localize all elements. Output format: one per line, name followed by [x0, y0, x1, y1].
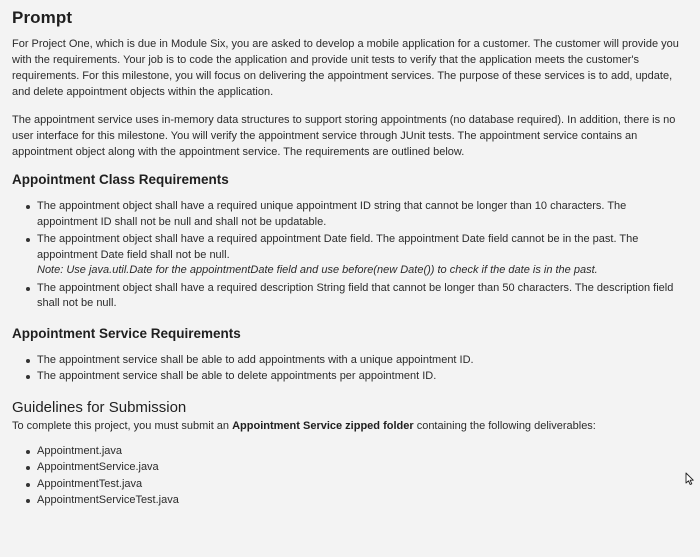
guidelines-intro-before: To complete this project, you must submit an: [12, 419, 233, 432]
list-item: [26, 353, 688, 369]
deliverables-list: [12, 444, 688, 509]
guidelines-intro-after: containing the following deliverables:: [413, 419, 596, 432]
list-item-text: The appointment service shall be able to delete appointments per appointment ID.: [37, 370, 437, 382]
guidelines-intro-bold: Appointment Service zipped folder: [232, 419, 414, 432]
guidelines-heading: Guidelines for Submission: [12, 398, 187, 416]
bullet-icon: [26, 450, 30, 454]
bullet-icon: [26, 205, 30, 209]
service-requirements-heading: Appointment Service Requirements: [12, 325, 241, 341]
list-item: [26, 232, 688, 279]
bullet-icon: [26, 359, 30, 363]
list-item: [26, 477, 688, 493]
deliverable-file: AppointmentServiceTest.java: [37, 494, 179, 506]
guidelines-intro: [12, 418, 688, 434]
list-item: [26, 493, 688, 509]
bullet-icon: [26, 287, 30, 291]
list-item: [26, 199, 688, 230]
list-item-text: The appointment service shall be able to add appointments with a unique appointment ID.: [37, 353, 474, 366]
class-requirements-list: [12, 199, 688, 312]
service-paragraph: The appointment service uses in-memory data structures to support storing appointments (no database required). In addition, there is no user interface for this milestone. You will verify the appointment service through JUnit tests. The appointment service contains an appointment object along with the appointment service. The requirements are outlined below.: [12, 114, 676, 158]
list-item: [26, 369, 688, 385]
intro-paragraph: For Project One, which is due in Module Six, you are asked to develop a mobile application for a customer. The customer will provide you with the requirements. Your job is to code the application and provide unit tests to verify that the application meets the customer's requirements. For this milestone, you will focus on delivering the appointment services. The purpose of these services is to add, update, and delete appointment objects within the application.: [12, 38, 679, 98]
list-item: [26, 281, 688, 312]
deliverable-file: Appointment.java: [37, 444, 122, 457]
bullet-icon: [26, 238, 30, 242]
page-title: Prompt: [12, 8, 73, 27]
list-item-note: Note: Use java.util.Date for the appointmentDate field and use before(new Date()) to check if the date is in the past.: [37, 264, 598, 276]
service-requirements-list: [12, 353, 688, 385]
mouse-cursor-icon: [683, 472, 695, 486]
list-item-text: The appointment object shall have a required description String field that cannot be longer than 50 characters. The description field shall not be null.: [37, 281, 674, 309]
deliverable-file: AppointmentTest.java: [37, 477, 143, 490]
list-item-text: The appointment object shall have a required unique appointment ID string that cannot be longer than 10 characters. The appointment ID shall not be null and shall not be updatable.: [37, 200, 627, 228]
list-item: [26, 460, 688, 476]
list-item-text: The appointment object shall have a required appointment Date field. The appointment Date field cannot be in the past. The appointment Date field shall not be null.: [37, 233, 639, 261]
list-item: [26, 444, 688, 460]
deliverable-file: AppointmentService.java: [37, 461, 159, 473]
bullet-icon: [26, 499, 30, 503]
bullet-icon: [26, 466, 30, 470]
class-requirements-heading: Appointment Class Requirements: [12, 172, 229, 187]
bullet-icon: [26, 483, 30, 487]
bullet-icon: [26, 375, 30, 379]
